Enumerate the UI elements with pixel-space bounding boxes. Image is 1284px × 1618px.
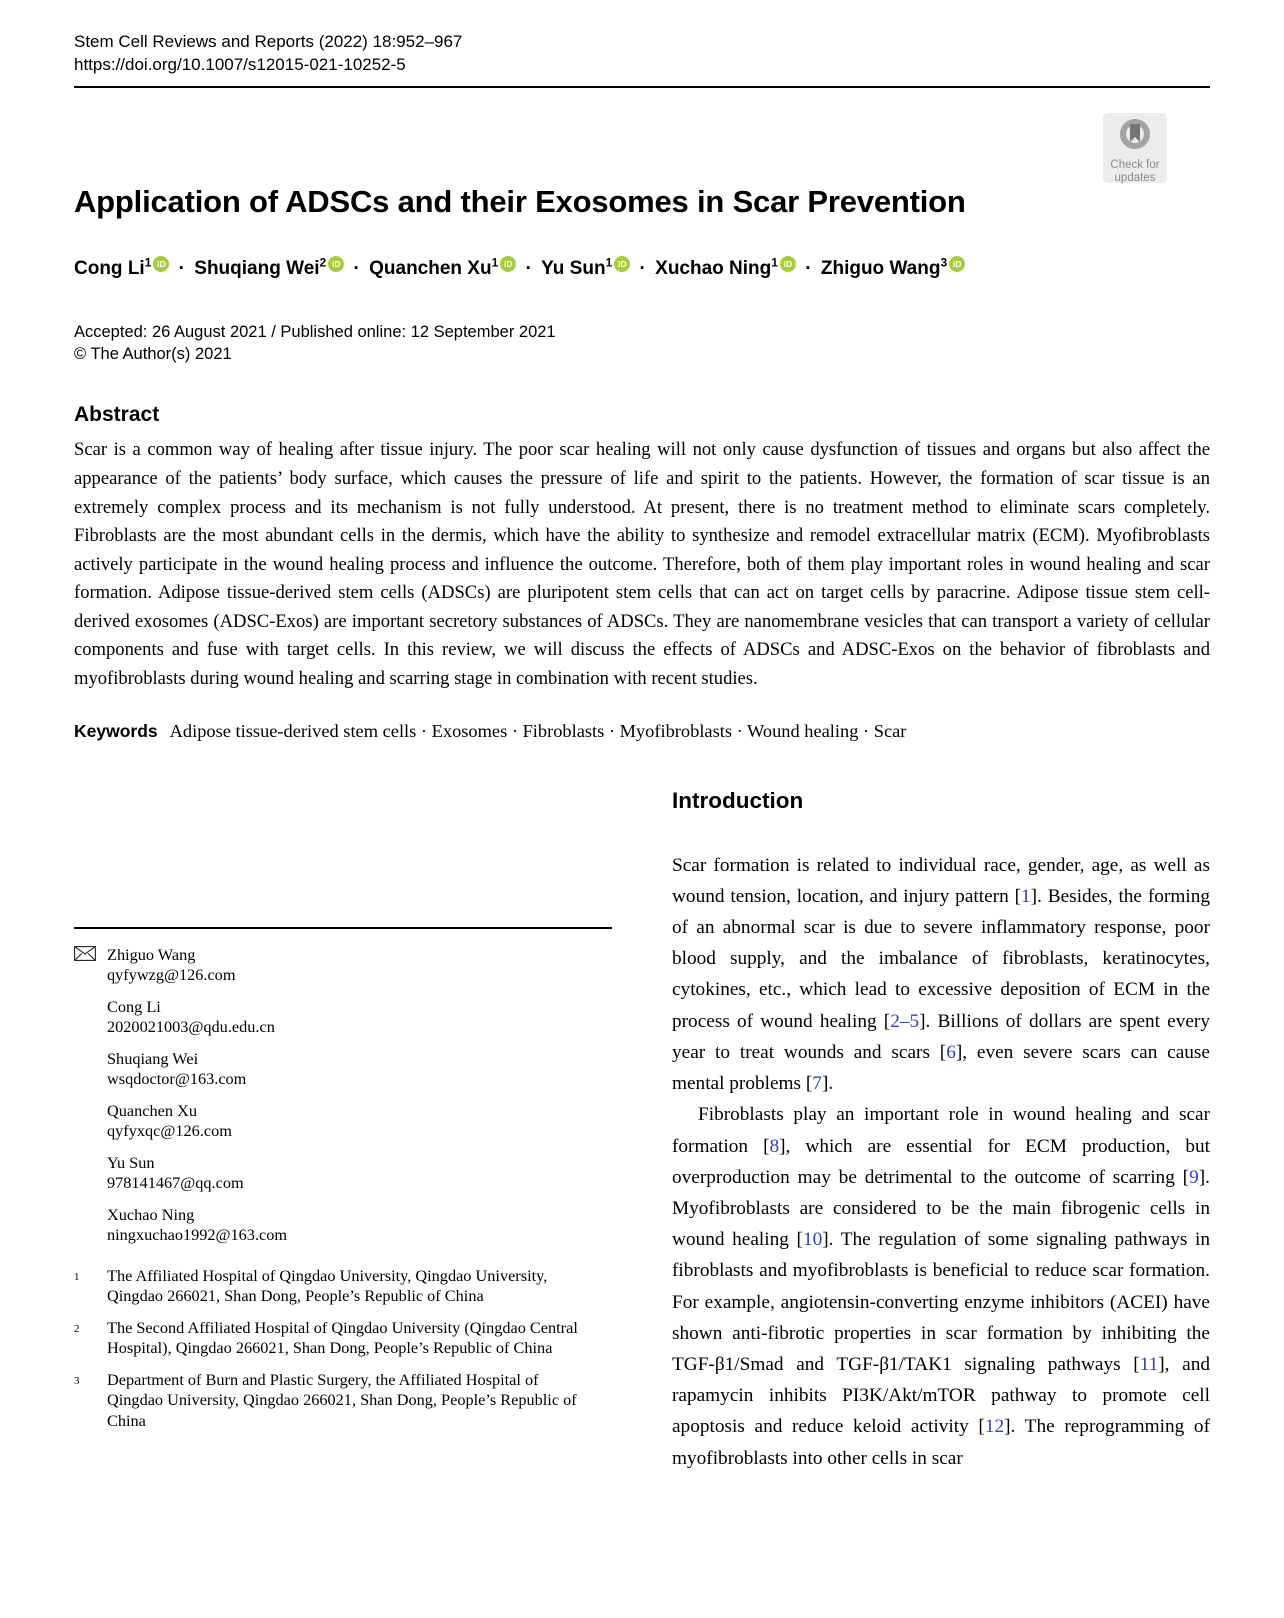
author-separator: ·	[799, 258, 817, 280]
correspondence-entry	[74, 1205, 612, 1246]
two-column-body	[74, 784, 1210, 1474]
footnote-divider	[74, 927, 612, 929]
citation-reference[interactable]: 1	[1021, 885, 1031, 907]
correspondence-text	[107, 997, 612, 1038]
copyright-notice: © The Author(s) 2021	[74, 345, 232, 364]
abstract-heading: Abstract	[74, 403, 160, 427]
author	[74, 258, 169, 279]
correspondent-name: Xuchao Ning	[107, 1204, 195, 1224]
article-title: Application of ADSCs and their Exosomes in Scar Prevention	[74, 184, 966, 219]
citation-reference[interactable]: 7	[812, 1073, 822, 1095]
author-affiliation-number: 1	[771, 256, 778, 270]
keywords-text: Adipose tissue-derived stem cells · Exosomes · Fibroblasts · Myofibroblasts · Wound healing · Scar	[169, 720, 907, 741]
author-name: Cong Li	[74, 258, 145, 280]
correspondent-name: Cong Li	[107, 996, 161, 1016]
abstract-text: Scar is a common way of healing after tissue injury. The poor scar healing will not only cause dysfunction of tissues and organs but also affect the appearance of the patients’ body surface, which causes the pressure of life and spirit to the patients. However, the formation of scar tissue is an extremely complex process and its mechanism is not fully understood. At present, there is no treatment method to eliminate scars completely. Fibroblasts are the most abundant cells in the dermis, which have the ability to synthesize and remodel extracellular matrix (ECM). Myofibroblasts actively participate in the wound healing process and influence the outcome. Therefore, both of them play important roles in wound healing and scar formation. Adipose tissue-derived stem cells (ADSCs) are pluripotent stem cells that can act on target cells by paracrine. Adipose tissue stem cell-derived exosomes (ADSC-Exos) are important secretory substances of ADSCs. They are nanomembrane vesicles that can transport a variety of cellular components and fuse with target cells. In this review, we will discuss the effects of ADSCs and ADSC-Exos on the behavior of fibroblasts and myofibroblasts during wound healing and scarring stage in combination with recent studies.	[74, 439, 1210, 690]
author-name: Quanchen Xu	[369, 258, 492, 280]
orcid-icon[interactable]: iD	[614, 256, 630, 272]
journal-citation: Stem Cell Reviews and Reports (2022) 18:952–967	[74, 32, 463, 51]
author-separator: ·	[348, 258, 366, 280]
orcid-icon[interactable]: iD	[153, 256, 169, 272]
affiliation-list	[74, 1266, 612, 1432]
correspondent-email[interactable]: qyfywzg@126.com	[107, 965, 236, 985]
affiliation-number: 1	[74, 1270, 80, 1283]
introduction-heading: Introduction	[672, 787, 804, 813]
correspondent-email[interactable]: qyfyxqc@126.com	[107, 1121, 232, 1141]
affiliation-number: 3	[74, 1374, 80, 1387]
citation-reference[interactable]: 2–5	[890, 1010, 920, 1032]
check-for-updates-label: Check for updates	[1110, 159, 1160, 184]
author-name: Xuchao Ning	[655, 258, 772, 280]
affiliation-text: Department of Burn and Plastic Surgery, the Affiliated Hospital of Qingdao University, Qingdao 266021, Shan Dong, People’s Republic of China	[107, 1369, 577, 1430]
correspondence-gutter	[74, 997, 107, 1038]
correspondence-gutter	[74, 1049, 107, 1090]
author	[541, 258, 630, 279]
body-paragraph: Scar formation is related to individual race, gender, age, as well as wound tension, location, and injury pattern [1]. Besides, the forming of an abnormal scar is due to severe inflammatory response, poor blood supply, and the imbalance of fibroblasts, keratinocytes, cytokines, etc., which lead to excessive deposition of ECM in the process of wound healing [2–5]. Billions of dollars are spent every year to treat wounds and scars [6], even severe scars can cause mental problems [7].	[672, 854, 1210, 1095]
correspondent-name: Yu Sun	[107, 1152, 155, 1172]
doi-link[interactable]: https://doi.org/10.1007/s12015-021-10252-5	[74, 55, 406, 74]
author-list	[74, 256, 1210, 280]
author-name: Zhiguo Wang	[820, 258, 941, 280]
orcid-icon[interactable]: iD	[500, 256, 516, 272]
correspondence-entry	[74, 1153, 612, 1194]
correspondent-email[interactable]: 978141467@qq.com	[107, 1173, 244, 1193]
author	[655, 258, 796, 279]
correspondence-list	[74, 945, 612, 1246]
header-divider	[74, 86, 1210, 88]
author-separator: ·	[173, 258, 191, 280]
author	[821, 258, 965, 279]
affiliation-text: The Affiliated Hospital of Qingdao University, Qingdao University, Qingdao 266021, Shan Dong, People’s Republic of China	[107, 1265, 548, 1306]
affiliation-entry	[74, 1318, 612, 1359]
citation-reference[interactable]: 8	[769, 1135, 780, 1157]
citation-reference[interactable]: 9	[1189, 1166, 1199, 1188]
author-separator: ·	[520, 258, 538, 280]
author	[194, 258, 344, 279]
affiliation-number: 2	[74, 1322, 80, 1335]
affiliation-text: The Second Affiliated Hospital of Qingdao University (Qingdao Central Hospital), Qingdao 266021, Shan Dong, People’s Republic of China	[107, 1317, 578, 1358]
check-for-updates-badge[interactable]	[1103, 113, 1167, 183]
citation-reference[interactable]: 6	[946, 1041, 956, 1063]
correspondent-name: Quanchen Xu	[107, 1100, 197, 1120]
author-affiliation-number: 2	[319, 256, 327, 270]
orcid-icon[interactable]: iD	[949, 256, 965, 272]
correspondence-text	[107, 1049, 612, 1090]
author	[369, 258, 516, 279]
accepted-date: Accepted: 26 August 2021 / Published online: 12 September 2021	[74, 323, 556, 342]
citation-reference[interactable]: 10	[802, 1229, 823, 1251]
footnote-column	[74, 784, 612, 1474]
author-affiliation-number: 1	[605, 256, 613, 270]
keywords-label: Keywords	[74, 720, 158, 741]
orcid-icon[interactable]: iD	[780, 256, 796, 272]
correspondent-name: Zhiguo Wang	[107, 944, 196, 964]
article-header	[74, 30, 1210, 76]
check-for-updates-icon	[1117, 118, 1153, 154]
correspondent-email[interactable]: ningxuchao1992@163.com	[107, 1225, 288, 1245]
correspondence-entry	[74, 1049, 612, 1090]
author-separator: ·	[634, 258, 652, 280]
envelope-icon	[74, 945, 107, 986]
introduction-column	[672, 784, 1210, 1474]
orcid-icon[interactable]: iD	[328, 256, 344, 272]
correspondence-text	[107, 1153, 612, 1194]
correspondence-entry	[74, 1101, 612, 1142]
correspondence-text	[107, 945, 612, 986]
footnote-spacer	[74, 784, 612, 927]
correspondence-gutter	[74, 1205, 107, 1246]
correspondence-entry	[74, 945, 612, 986]
citation-reference[interactable]: 12	[984, 1416, 1005, 1438]
author-affiliation-number: 1	[491, 256, 499, 270]
introduction-paragraphs	[672, 850, 1210, 1474]
correspondence-gutter	[74, 1153, 107, 1194]
correspondence-text	[107, 1205, 612, 1246]
author-affiliation-number: 3	[940, 256, 948, 270]
correspondent-name: Shuqiang Wei	[107, 1048, 199, 1068]
author-affiliation-number: 1	[144, 256, 152, 270]
correspondence-gutter	[74, 1101, 107, 1142]
publication-dates	[74, 321, 1210, 365]
author-name: Yu Sun	[541, 258, 606, 280]
keywords-line	[74, 721, 1210, 742]
correspondent-email[interactable]: 2020021003@qdu.edu.cn	[107, 1017, 275, 1037]
author-name: Shuqiang Wei	[194, 258, 320, 280]
affiliation-entry	[74, 1370, 612, 1432]
correspondent-email[interactable]: wsqdoctor@163.com	[107, 1069, 247, 1089]
correspondence-text	[107, 1101, 612, 1142]
correspondence-entry	[74, 997, 612, 1038]
body-paragraph: Fibroblasts play an important role in wound healing and scar formation [8], which are essential for ECM production, but overproduction may be detrimental to the outcome of scarring [9]. Myofibroblasts are considered to be the main fibrogenic cells in wound healing [10]. The regulation of some signaling pathways in fibroblasts and myofibroblasts is beneficial to reduce scar formation. For example, angiotensin-converting enzyme inhibitors (ACEI) have shown anti-fibrotic properties in scar formation by inhibiting the TGF-β1/Smad and TGF-β1/TAK1 signaling pathways [11], and rapamycin inhibits PI3K/Akt/mTOR pathway to promote cell apoptosis and reduce keloid activity [12]. The reprogramming of myofibroblasts into other cells in scar	[672, 1104, 1211, 1469]
citation-reference[interactable]: 11	[1139, 1353, 1159, 1375]
affiliation-entry	[74, 1266, 612, 1307]
